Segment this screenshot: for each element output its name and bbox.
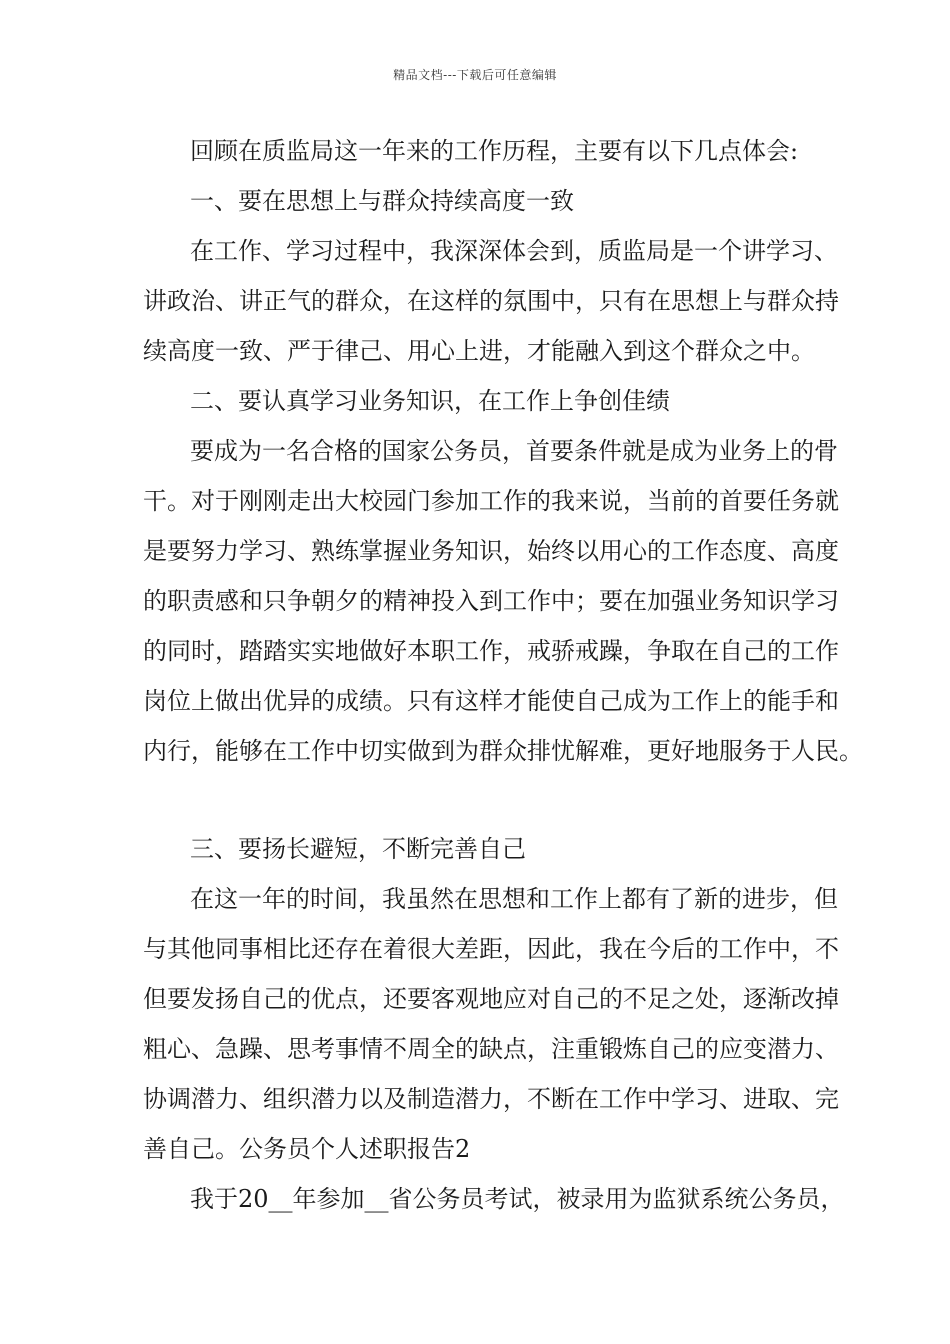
text-line: 我于20__年参加__省公务员考试，被录用为监狱系统公务员， <box>190 1185 845 1213</box>
text-line: 协调潜力、组织潜力以及制造潜力，不断在工作中学习、进取、完 <box>143 1085 839 1113</box>
text-line: 是要努力学习、熟练掌握业务知识，始终以用心的工作态度、高度 <box>143 537 839 565</box>
text-line: 干。对于刚刚走出大校园门参加工作的我来说，当前的首要任务就 <box>143 487 839 515</box>
text-line: 讲政治、讲正气的群众，在这样的氛围中，只有在思想上与群众持 <box>143 287 839 315</box>
text-line: 粗心、急躁、思考事情不周全的缺点，注重锻炼自己的应变潜力、 <box>143 1035 839 1063</box>
text-line: 善自己。公务员个人述职报告2 <box>143 1135 471 1163</box>
text-line: 回顾在质监局这一年来的工作历程，主要有以下几点体会: <box>190 137 799 165</box>
text-line: 但要发扬自己的优点，还要客观地应对自己的不足之处，逐渐改掉 <box>143 985 839 1013</box>
text-line: 在工作、学习过程中，我深深体会到，质监局是一个讲学习、 <box>190 237 838 265</box>
section-heading: 一、要在思想上与群众持续高度一致 <box>190 187 574 215</box>
text-line: 在这一年的时间，我虽然在思想和工作上都有了新的进步，但 <box>190 885 838 913</box>
text-line: 要成为一名合格的国家公务员，首要条件就是成为业务上的骨 <box>190 437 838 465</box>
text-line: 续高度一致、严于律己、用心上进，才能融入到这个群众之中。 <box>143 337 815 365</box>
text-line: 岗位上做出优异的成绩。只有这样才能使自己成为工作上的能手和 <box>143 687 839 715</box>
page-header: 精品文档---下载后可任意编辑 <box>393 68 557 82</box>
text-line: 与其他同事相比还存在着很大差距，因此，我在今后的工作中，不 <box>143 935 839 963</box>
text-line: 的职责感和只争朝夕的精神投入到工作中；要在加强业务知识学习 <box>143 587 839 615</box>
section-heading: 三、要扬长避短，不断完善自己 <box>190 835 526 863</box>
section-heading: 二、要认真学习业务知识，在工作上争创佳绩 <box>190 387 670 415</box>
text-line: 的同时，踏踏实实地做好本职工作，戒骄戒躁，争取在自己的工作 <box>143 637 839 665</box>
text-line: 内行，能够在工作中切实做到为群众排忧解难，更好地服务于人民。 <box>143 737 863 765</box>
